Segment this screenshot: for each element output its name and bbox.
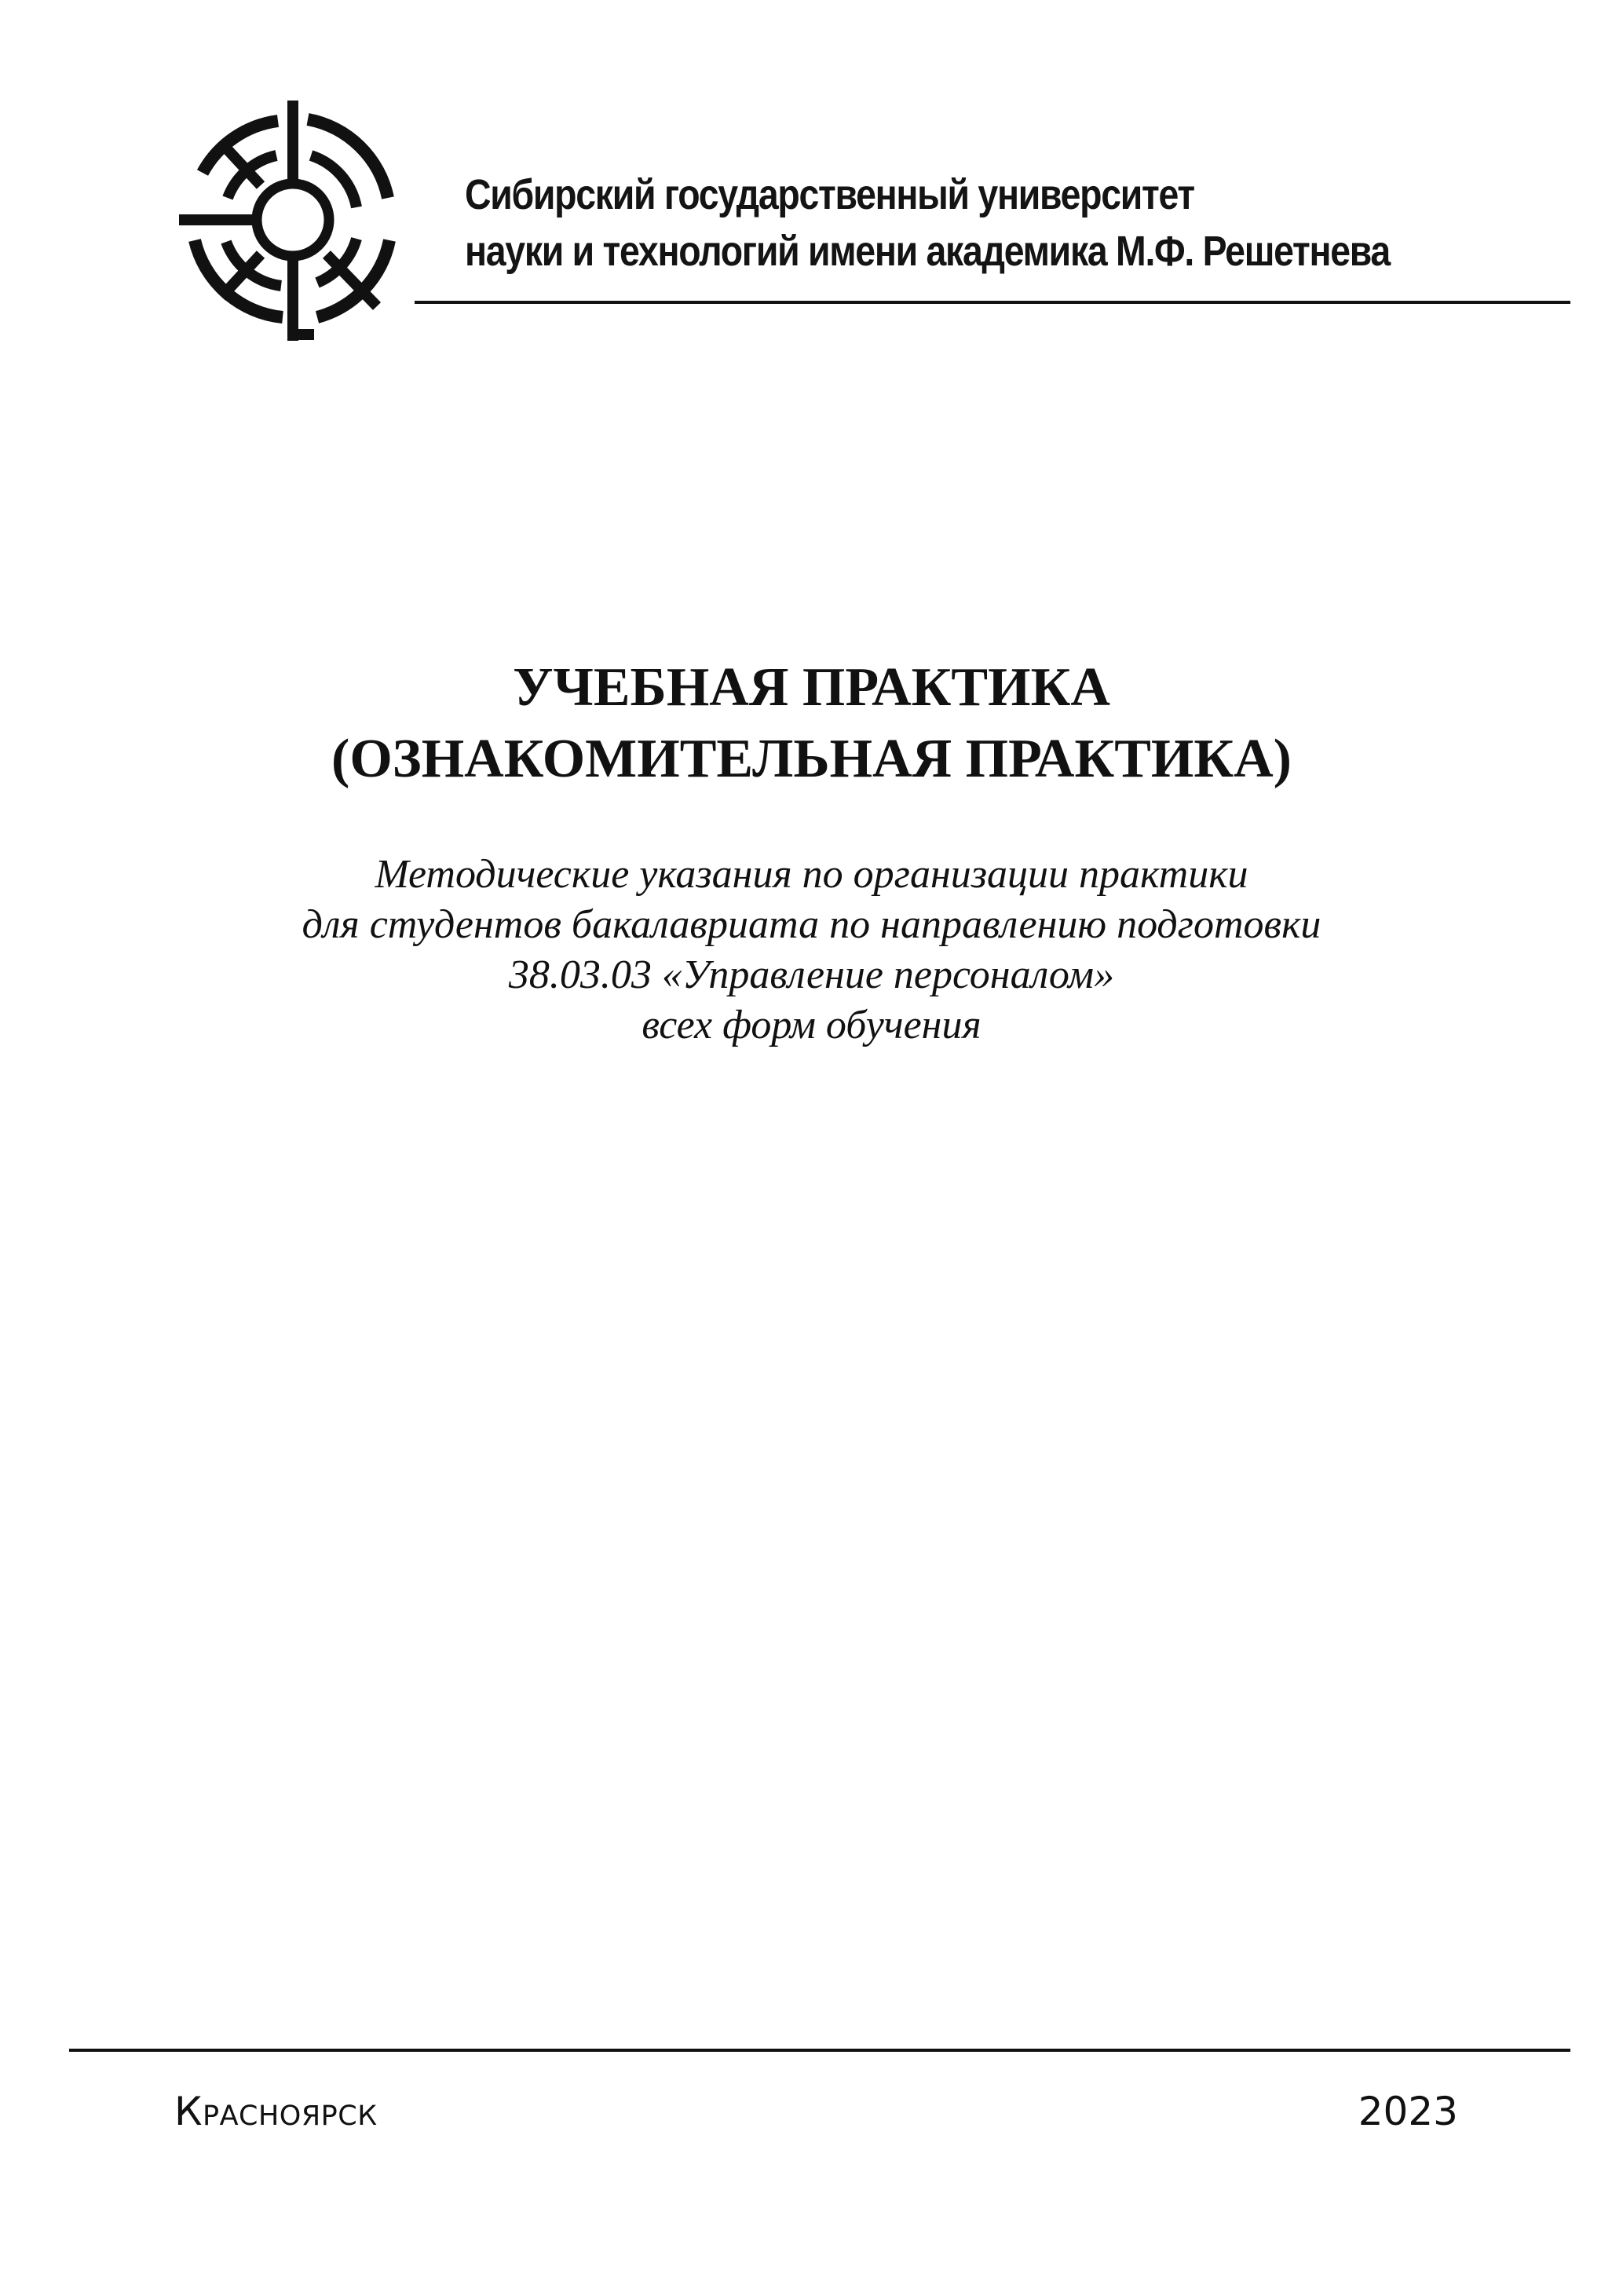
subtitle-line3: 38.03.03 «Управление персоналом»: [508, 952, 1115, 997]
university-name-line2: науки и технологий имени академика М.Ф. Решетнева: [465, 228, 1390, 275]
university-name: [465, 166, 1410, 280]
document-title: [0, 652, 1623, 795]
subtitle-line1: Методические указания по организации практики: [375, 852, 1248, 897]
document-subtitle: [0, 850, 1623, 1051]
header-divider: [415, 301, 1570, 304]
subtitle-line2: для студентов бакалавриата по направлению подготовки: [302, 902, 1321, 947]
publication-year: 2023: [1358, 2089, 1458, 2134]
university-emblem-icon: [179, 101, 404, 341]
subtitle-line4: всех форм обучения: [642, 1003, 981, 1047]
publication-city: Красноярск: [174, 2089, 378, 2134]
university-name-line1: Сибирский государственный университет: [465, 171, 1194, 218]
title-line2: (ОЗНАКОМИТЕЛЬНАЯ ПРАКТИКА): [331, 729, 1292, 789]
footer-divider: [69, 2049, 1570, 2052]
title-line1: УЧЕБНАЯ ПРАКТИКА: [513, 657, 1110, 718]
